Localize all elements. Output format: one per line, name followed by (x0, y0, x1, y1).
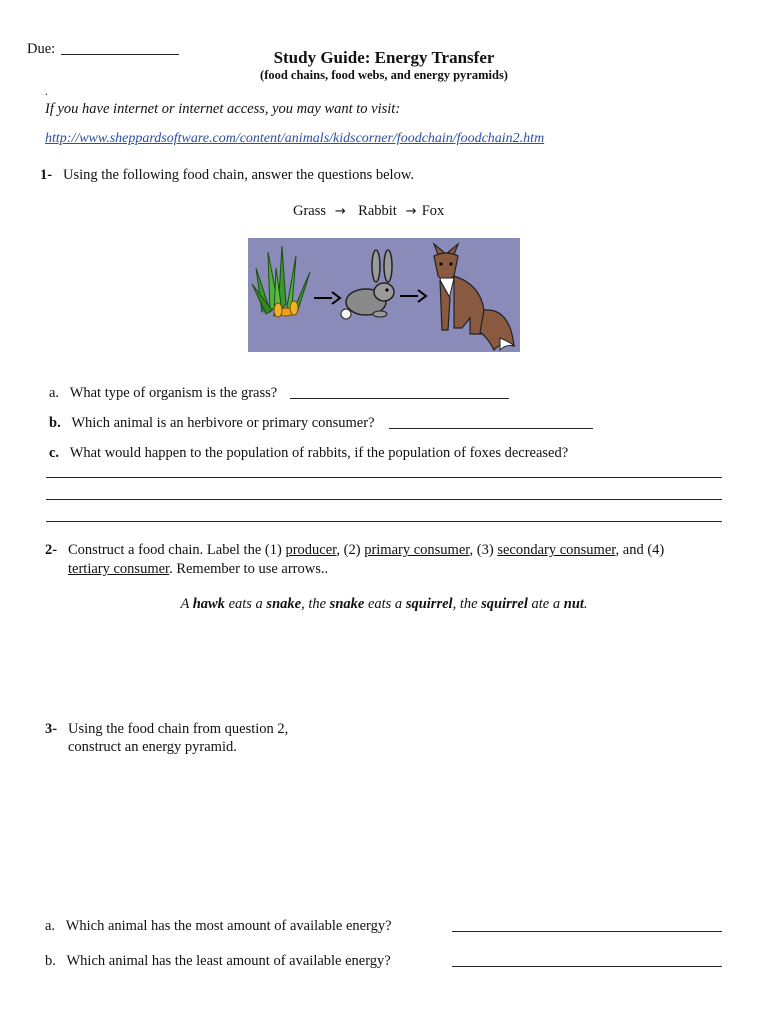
question-2-number: 2- (45, 542, 58, 558)
arrow-icon: → (405, 204, 417, 219)
stray-dot: . (45, 84, 48, 98)
rabbit-icon (341, 250, 394, 319)
page-title: Study Guide: Energy Transfer (273, 48, 495, 67)
answer-line-1c-3[interactable] (46, 521, 722, 522)
term-primary-consumer: primary consumer (364, 542, 470, 558)
answer-line-1c-1[interactable] (46, 477, 722, 478)
arrow-icon (400, 290, 426, 302)
arrow-icon (314, 292, 340, 304)
question-3a: a. Which animal has the most amount of available energy? (45, 918, 392, 934)
question-1c (49, 445, 568, 462)
question-1-number: 1- (40, 167, 53, 183)
question-1 (40, 167, 414, 184)
term-producer: producer (285, 542, 337, 558)
answer-blank-3a[interactable] (452, 931, 722, 932)
question-1c-letter: c. (49, 445, 60, 461)
chain-rabbit: Rabbit (358, 203, 397, 219)
question-2-line1: Construct a food chain. Label the (1) producer, (2) primary consumer, (3) secondary consumer, and (4) (68, 542, 665, 558)
question-2-sentence: A hawk eats a snake, the snake eats a squirrel, the squirrel ate a nut. (180, 596, 588, 612)
visit-text: If you have internet or internet access, you may want to visit: (45, 101, 401, 117)
question-3-line1: Using the food chain from question 2, (68, 721, 289, 737)
question-1a (49, 385, 277, 402)
chain-fox: Fox (421, 203, 445, 219)
question-3-number: 3- (45, 721, 58, 737)
question-2-line2: tertiary consumer. Remember to use arrows.. (68, 561, 329, 577)
question-1c-text: What would happen to the population of rabbits, if the population of foxes decreased? (69, 445, 569, 461)
term-secondary-consumer: secondary consumer (497, 542, 616, 558)
due-label: Due: (27, 41, 56, 57)
question-1-prompt: Using the following food chain, answer the questions below. (62, 167, 414, 183)
answer-blank-1a[interactable] (290, 398, 509, 399)
grass-icon (252, 246, 310, 317)
term-tertiary-consumer: tertiary consumer (68, 561, 170, 577)
fox-icon (434, 244, 514, 350)
answer-blank-1b[interactable] (389, 428, 593, 429)
resource-link[interactable]: http://www.sheppardsoftware.com/content/animals/kidscorner/foodchain/foodchain2.htm (45, 131, 545, 146)
food-chain-text (293, 203, 444, 220)
chain-grass: Grass (293, 203, 327, 219)
answer-line-1c-2[interactable] (46, 499, 722, 500)
food-chain-illustration (248, 238, 520, 352)
question-1b (49, 415, 375, 432)
page-subtitle: (food chains, food webs, and energy pyramids) (260, 68, 508, 82)
question-1a-letter: a. (49, 385, 60, 401)
question-3-line2: construct an energy pyramid. (68, 739, 237, 755)
question-1b-text: Which animal is an herbivore or primary consumer? (71, 415, 375, 431)
question-1b-letter: b. (49, 415, 61, 431)
question-1a-text: What type of organism is the grass? (69, 385, 278, 401)
arrow-icon: → (334, 204, 346, 219)
answer-blank-3b[interactable] (452, 966, 722, 967)
question-3b: b. Which animal has the least amount of available energy? (45, 953, 391, 969)
